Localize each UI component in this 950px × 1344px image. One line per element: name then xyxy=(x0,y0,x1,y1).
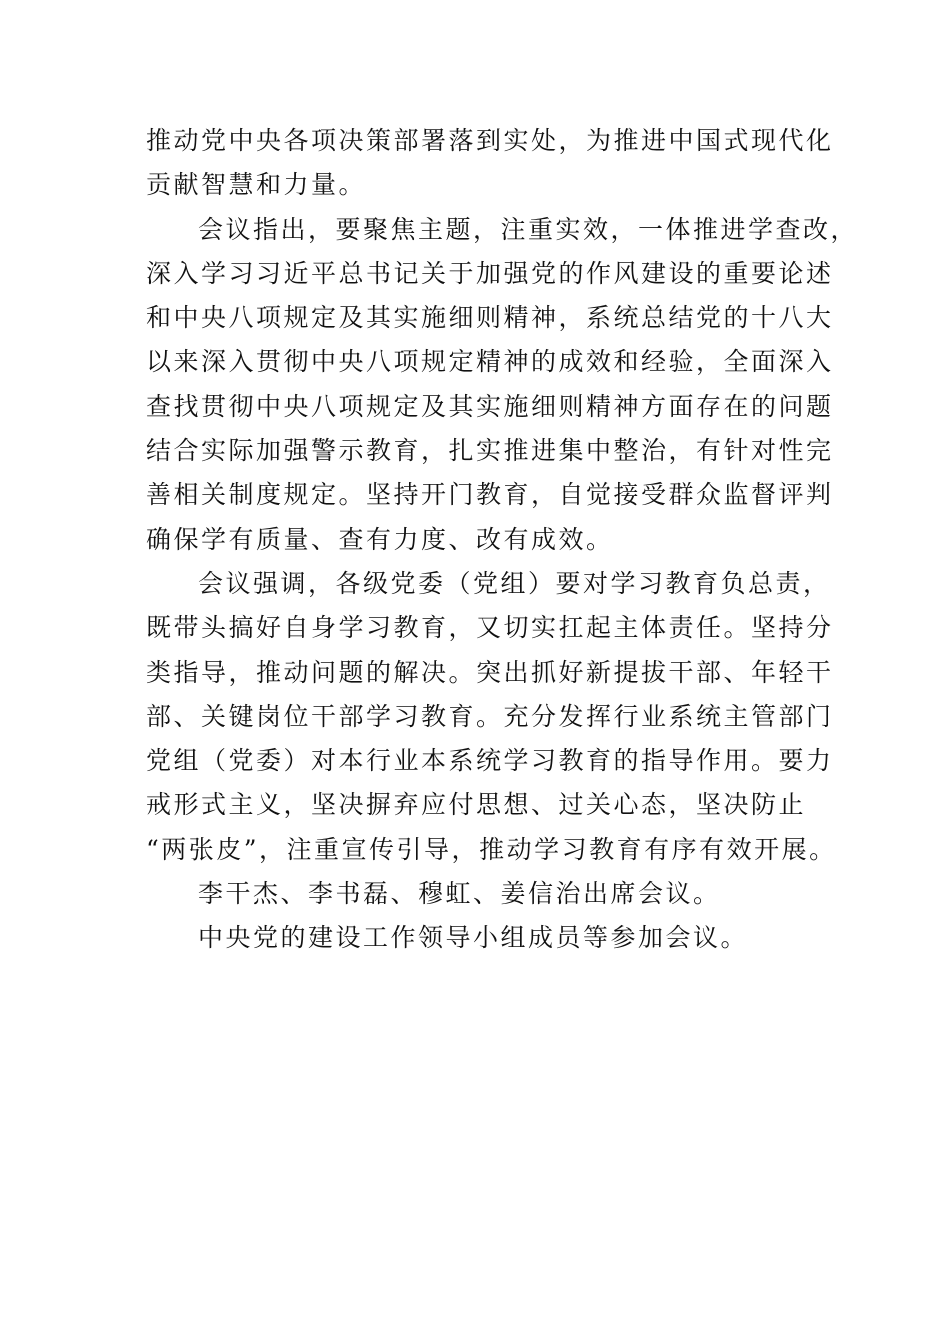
text-line: 推动党中央各项决策部署落到实处，为推进中国式现代化 xyxy=(146,126,834,155)
text-line: 党组（党委）对本行业本系统学习教育的指导作用。要力 xyxy=(146,746,834,776)
text-line: 部、关键岗位干部学习教育。充分发挥行业系统主管部门 xyxy=(146,701,834,731)
text-line: 和中央八项规定及其实施细则精神，系统总结党的十八大 xyxy=(146,303,834,333)
text-line: 结合实际加强警示教育，扎实推进集中整治，有针对性完 xyxy=(146,436,834,466)
paragraph-start-line: 中央党的建设工作领导小组成员等参加会议。 xyxy=(198,923,749,953)
text-line: 善相关制度规定。坚持开门教育，自觉接受群众监督评判 xyxy=(146,480,834,510)
text-line: 既带头搞好自身学习教育，又切实扛起主体责任。坚持分 xyxy=(146,613,834,643)
text-line: “两张皮”，注重宣传引导，推动学习教育有序有效开展。 xyxy=(146,834,837,864)
text-line: 深入学习习近平总书记关于加强党的作风建设的重要论述 xyxy=(146,258,834,288)
paragraph-start-line: 会议指出，要聚焦主题，注重实效，一体推进学查改， xyxy=(198,214,859,244)
text-line: 戒形式主义，坚决摒弃应付思想、过关心态，坚决防止 xyxy=(146,790,807,820)
paragraph-start-line: 会议强调，各级党委（党组）要对学习教育负总责， xyxy=(198,568,831,598)
paragraph-start-line: 李干杰、李书磊、穆虹、姜信治出席会议。 xyxy=(198,879,721,909)
text-line: 贡献智慧和力量。 xyxy=(146,170,367,200)
text-line: 查找贯彻中央八项规定及其实施细则精神方面存在的问题 xyxy=(146,391,834,421)
text-line: 以来深入贯彻中央八项规定精神的成效和经验，全面深入 xyxy=(146,347,834,377)
document-body xyxy=(146,119,859,961)
text-line: 类指导，推动问题的解决。突出抓好新提拔干部、年轻干 xyxy=(146,657,834,687)
text-line: 确保学有质量、查有力度、改有成效。 xyxy=(146,524,614,554)
